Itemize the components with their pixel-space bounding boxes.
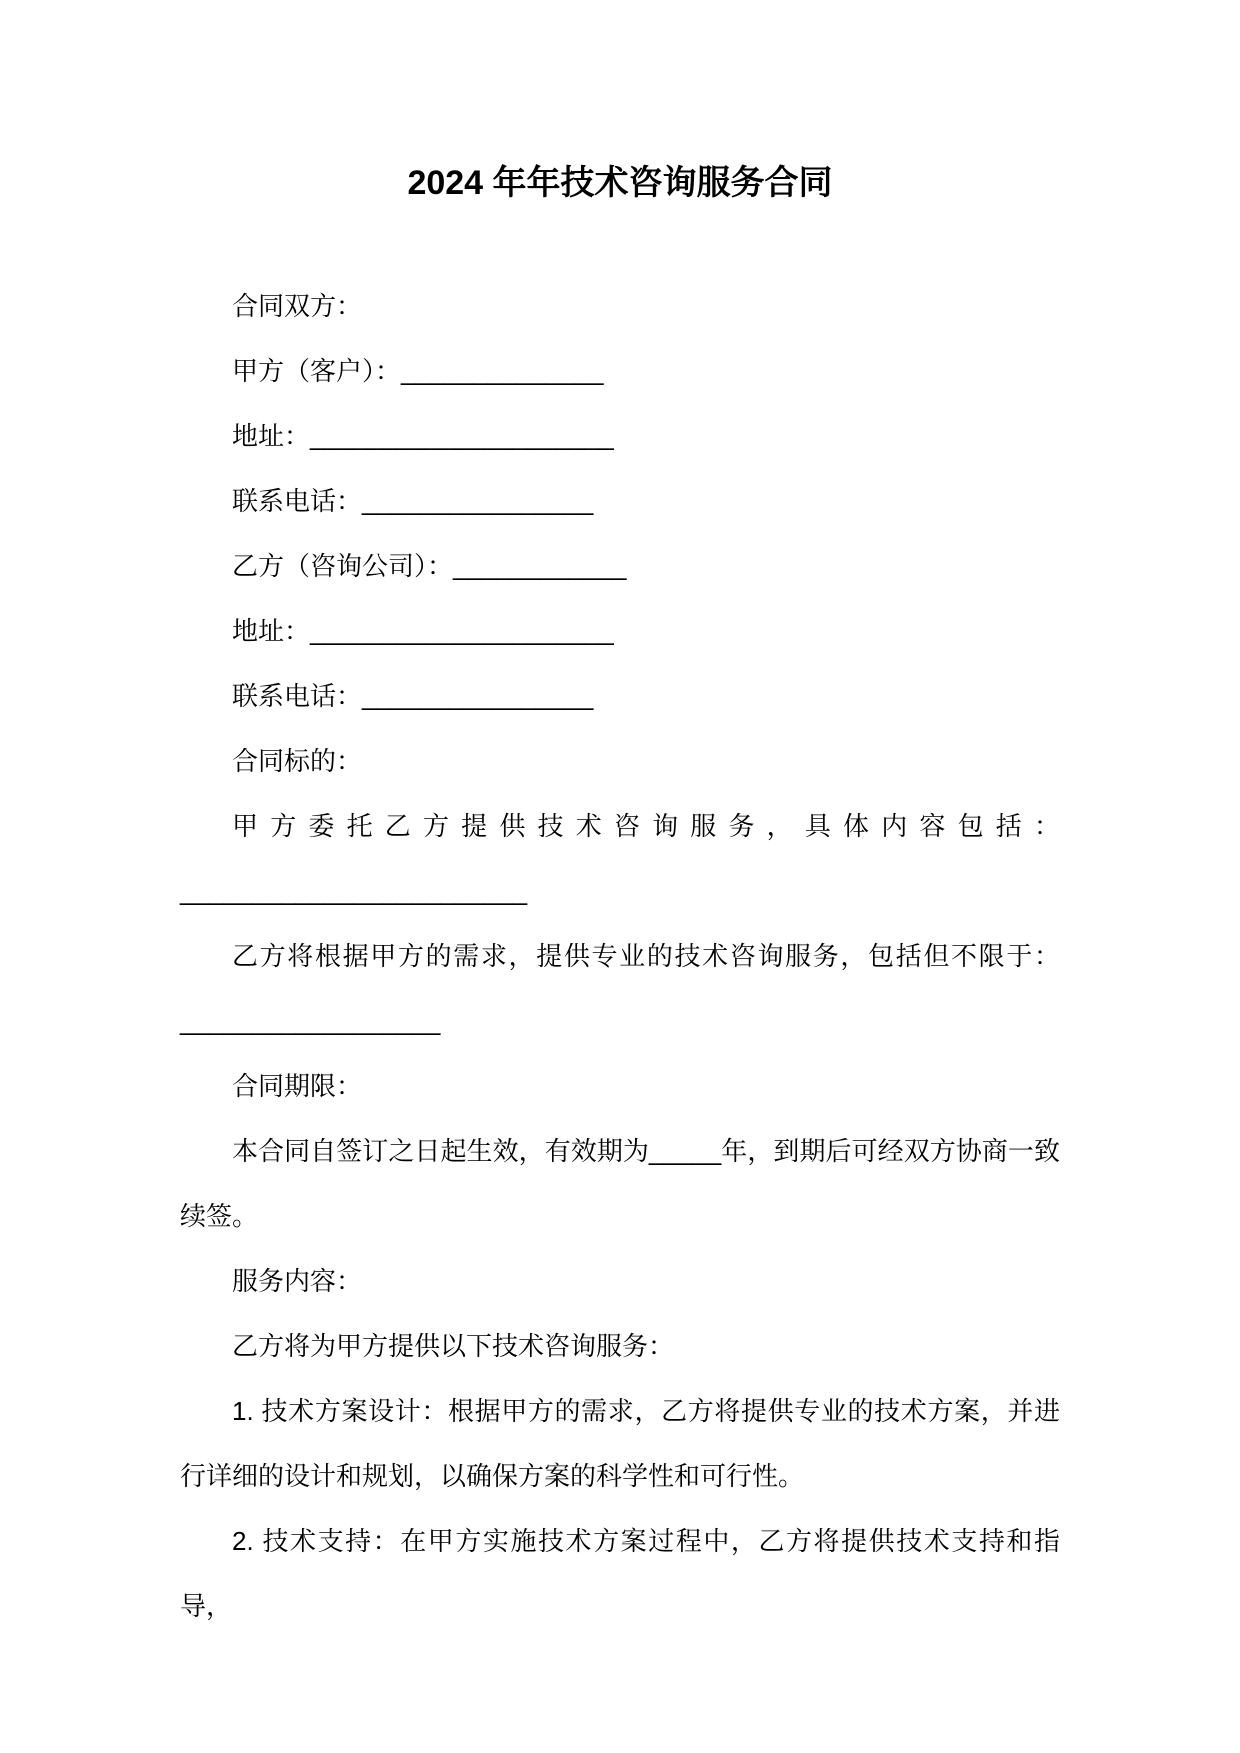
document-title: 2024 年年技术咨询服务合同	[407, 164, 833, 202]
contract-paragraph: 合同双方：	[232, 291, 363, 321]
contract-paragraph: 地址：_____________________	[232, 616, 614, 646]
contract-paragraph: 服务内容：	[232, 1266, 363, 1296]
contract-paragraph: 2. 技术支持：在甲方实施技术方案过程中，乙方将提供技术支持和指导，	[180, 1526, 1060, 1621]
contract-paragraph: 乙方将为甲方提供以下技术咨询服务：	[232, 1331, 675, 1361]
contract-paragraph: 联系电话：________________	[232, 486, 594, 516]
contract-paragraph: 合同标的：	[232, 746, 363, 776]
contract-paragraph: 甲方（客户）：______________	[232, 356, 604, 386]
contract-paragraph: 联系电话：________________	[232, 681, 594, 711]
contract-paragraph: 合同期限：	[232, 1071, 363, 1101]
contract-paragraph: 乙方将根据甲方的需求，提供专业的技术咨询服务，包括但不限于：__________________	[180, 941, 1060, 1036]
contract-paragraph: 本合同自签订之日起生效，有效期为_____年，到期后可经双方协商一致续签。	[180, 1136, 1060, 1231]
contract-paragraph: 地址：_____________________	[232, 421, 614, 451]
contract-body	[180, 274, 1060, 1639]
contract-paragraph: 乙方（咨询公司）：____________	[232, 551, 627, 581]
contract-paragraph: 1. 技术方案设计：根据甲方的需求，乙方将提供专业的技术方案，并进行详细的设计和规划，以确保方案的科学性和可行性。	[180, 1396, 1060, 1491]
contract-paragraph: 甲方委托乙方提供技术咨询服务，具体内容包括：________________________	[180, 811, 1060, 906]
